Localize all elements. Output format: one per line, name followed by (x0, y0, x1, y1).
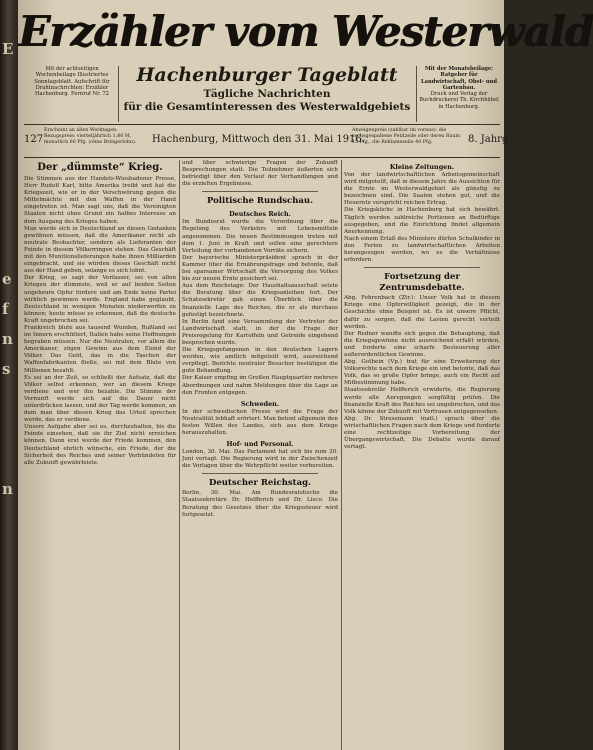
section-subhead: Deutsches Reich. (229, 210, 291, 219)
section-divider (364, 267, 480, 268)
article-paragraph: Von der landwirtschaftlichen Arbeitsgemeinschaft wird mitgeteilt, daß in diesem Jahre die Aussichten für die Ernte im Westerwaldgebiet als günstig zu bezeichnen sind. Die Saaten stehen gut, und die Heuernte verspricht reichen Ertrag. (344, 172, 500, 207)
book-spine: E e f n s n (0, 0, 18, 750)
article-paragraph: Die Kriegsküche in Hachenburg hat sich bewährt. Täglich werden zahlreiche Portionen an Bedürftige ausgegeben, und die Einrichtung findet allgemein Anerkennung. (344, 207, 500, 235)
article-paragraph: Im Bundesrat wurde die Verordnung über die Regelung des Verkehrs mit Lebensmitteln angenommen. Die neuen Bestimmungen treten mit dem 1. Juni in Kraft und sollen eine gerechtere Verteilung der vorhandenen Vorräte sichern. (182, 219, 338, 254)
article-paragraph: London, 30. Mai. Das Parlament hat sich bis zum 20. Juni vertagt. Die Regierung wird in der Zwischenzeit die Vorlagen über die Wehrpflicht weiter vorbereiten. (182, 449, 338, 470)
article-paragraph: Der Krieg, so sagt der Verfasser, sei von allen Kriegen der dümmste, weil er auf beiden Seiten ungeheure Opfer fordere und am Ende keine Partei wirklich gewinnen werde. England habe geglaubt, Deutschland in wenigen Monaten niederwerfen zu können; heute müsse es erkennen, daß die deutsche Kraft ungebrochen sei. (24, 275, 176, 324)
article-paragraph: In Berlin fand eine Versammlung der Vertreter der Landwirtschaft statt, in der die Frage der Preisregelung für Kartoffeln und Getreide eingehend besprochen wurde. (182, 318, 338, 346)
article-paragraph: Die Kriegsgefangenen in den deutschen Lagern werden, wie amtlich mitgeteilt wird, ausreichend verpflegt. Berichte neutraler Besucher bestätigen die gute Behandlung. (182, 347, 338, 375)
section-headline: Politische Rundschau. (206, 196, 314, 207)
article-paragraph: Es sei an der Zeit, so schließt der Aufsatz, daß die Völker selbst erkennen, wer an diesem Kriege verdiene und wer ihn bezahle. Die Stimme der Vernunft werde sich auf die Dauer nicht unterdrücken lassen, und der Tag werde kommen, an dem man über diesen Krieg das Urteil sprechen werde, das er verdiene. (24, 374, 176, 424)
supplement-notice: Mit der Monatsbeilage: Ratgeber für Landwirtschaft, Obst- und Gartenbau. (420, 66, 498, 91)
article-paragraph: Nach einem Erlaß des Ministers dürfen Schulkinder in den Ferien zu landwirtschaftlichen Arbeiten herangezogen werden, wo es die Verhältnisse erfordern. (344, 235, 500, 264)
section-divider (202, 473, 318, 474)
article-paragraph: Die Stimmen aus der Handels-Wiesbadener Presse, Herr Rudolf Karl, bitte Amerika treibt und hat die Kriegszeit, wie er in der Verschwörung gegen die Mittelmächte mit den Waffen in der Hand eingetreten ist. Man sagt uns, daß die Vereinigten Staaten nicht ohne Grund ein halbes Interesse an dem Ausgang des Krieges haben. (24, 176, 176, 225)
publisher-notice: Druck und Verlag der Buchdruckerei Th. Kirchhübel in Hachenburg. (419, 91, 499, 110)
section-headline: Deutscher Reichstag. (208, 478, 312, 489)
section-subhead: Hof- und Personal. (226, 440, 294, 449)
article-paragraph: Unsere Aufgabe aber sei es, durchzuhalten, bis die Feinde einsehen, daß sie ihr Ziel nicht erreichen können. Dann erst werde der Friede kommen, den Deutschland ehrlich wünsche, ein Friede, der die Sicherheit des Reiches und seiner Verbündeten für alle Zukunft gewährleiste. (24, 424, 176, 466)
section-headline: Fortsetzung der Zentrumsdebatte. (379, 272, 465, 294)
column-divider (179, 160, 180, 750)
article-paragraph: Der Redner wandte sich gegen die Behauptung, daß die Kriegsgewinne nicht ausreichend erfaßt würden, und forderte eine scharfe Besteuerung aller außerordentlichen Gewinne. (344, 330, 500, 358)
article-paragraph: Abg. Dr. Stresemann (natl.) sprach über die wirtschaftlichen Fragen nach dem Kriege und forderte eine rechtzeitige Vorbereitung der Übergangswirtschaft. Die Debatte wurde darauf vertagt. (344, 415, 500, 451)
newspaper-subtitle: Hachenburger Tageblatt (136, 64, 398, 86)
column-1 (24, 160, 176, 750)
article-paragraph: und über schwierige Fragen der Zukunft Besprechungen statt. Die Teilnehmer äußerten sich befriedigt über den Verlauf der Verhandlungen und die erzielten Ergebnisse. (182, 160, 338, 188)
article-paragraph: In der schwedischen Presse wird die Frage der Neutralität lebhaft erörtert. Man betont allgemein den festen Willen des Landes, sich aus dem Kriege herauszuhalten. (182, 408, 338, 436)
article-headline: Der „dümmste“ Krieg. (37, 162, 163, 173)
header-right-box (416, 66, 501, 122)
issue-number: 127 (24, 134, 44, 145)
advert-price-note: Anzeigenpreis (zahlbar im voraus): die sechsgespaltene Petitzeile oder deren Raum 15 Pfg., die Reklamezeile 40 Pfg. (352, 128, 461, 145)
article-paragraph: Aus dem Reichstage: Der Haushaltsausschuß setzte die Beratung über die Kriegsanleihen fort. Der Schatzsekretär gab einen Überblick über die finanzielle Lage des Reiches, die er als durchaus gefestigt bezeichnete. (182, 283, 338, 318)
header-rule-top (24, 124, 500, 125)
article-paragraph: Abg. Gothein (Vp.) trat für eine Erweiterung der Volksrechte nach dem Kriege ein und betonte, daß das Volk, das so große Opfer bringe, auch ein Recht auf Mitbestimmung habe. (344, 359, 500, 387)
issue-date: Hachenburg, Mittwoch den 31. Mai 1916. (152, 134, 365, 145)
article-paragraph: Berlin, 30. Mai. Am Bundesratstische die Staatssekretäre Dr. Helfferich und Dr. Lisco. Die Beratung des Gesetzes über die Kriegssteuer wird fortgesetzt. (182, 490, 338, 518)
tagline-secondary: für die Gesamtinteressen des Westerwaldgebiets (123, 101, 411, 113)
masthead-title: Erzähler vom Westerwald (18, 7, 593, 56)
article-paragraph: Abg. Fehrenbach (Ztr.): Unser Volk hat in diesem Kriege eine Opferwilligkeit gezeigt, die in der Geschichte ohne Beispiel ist. Es ist unsere Pflicht, dafür zu sorgen, daß die Lasten gerecht verteilt werden. (344, 295, 500, 330)
article-paragraph: Man werde sich in Deutschland an diesen Gedanken gewöhnen müssen, daß die Amerikaner nicht als neutrale Beobachter, sondern als Lieferanten der Feinde in diesem Völkerringen stehen. Das Geschäft mit den Munitionslieferungen habe ihnen Milliarden eingebracht, und sie würden dieses Geschäft nicht aus der Hand geben, solange es sich lohnt. (24, 225, 176, 275)
newspaper-page (18, 0, 593, 750)
article-paragraph: Staatssekretär Helfferich erwiderte, die Regierung werde alle Anregungen sorgfältig prüfen. Die finanzielle Kraft des Reiches sei ungebrochen, und das Volk könne der Zukunft mit Vertrauen entgegensehen. (344, 387, 500, 415)
volume-year: 8. Jahrg. (468, 134, 512, 145)
article-paragraph: Der Kaiser empfing im Großen Hauptquartier mehrere Abordnungen und nahm Meldungen über die Lage an den Fronten entgegen. (182, 375, 338, 396)
article-paragraph: Frankreich blute aus tausend Wunden, Rußland sei im Innern erschüttert, Italien habe seine Hoffnungen begraben müssen. Nur die Neutralen, vor allem die Amerikaner, zögen Gewinn aus dem Elend der Völker. Das Geld, das in die Taschen der Waffenfabrikanten fließe, sei mit dem Blute von Millionen bezahlt. (24, 324, 176, 374)
section-subhead: Kleine Zeitungen. (389, 163, 455, 171)
article-paragraph: Der bayerische Ministerpräsident sprach in der Kammer über die Ernährungsfrage und betonte, daß bei sparsamer Wirtschaft die Versorgung des Volkes bis zur neuen Ernte gesichert sei. (182, 254, 338, 283)
column-3 (344, 160, 500, 750)
section-divider (202, 191, 318, 192)
column-2 (182, 160, 338, 750)
tagline-primary: Tägliche Nachrichten (203, 88, 331, 100)
column-divider (341, 160, 342, 750)
section-subhead: Schweden. (240, 399, 280, 408)
header-rule-bottom (24, 157, 500, 158)
header-left-box: Mit der achtseitigen Wochenbeilage Illustriertes Sonntagsblatt. Aufschrift für Drahtnachrichten: Erzähler Hachenburg. Fernruf Nr. 72 (26, 66, 119, 122)
subscription-note: Erscheint an allen Werktagen. Bezugspreis: vierteljährlich 1.80 M, monatlich 60 Pfg. (ohne Bringerlohn). (44, 128, 137, 145)
dateline (24, 126, 512, 156)
